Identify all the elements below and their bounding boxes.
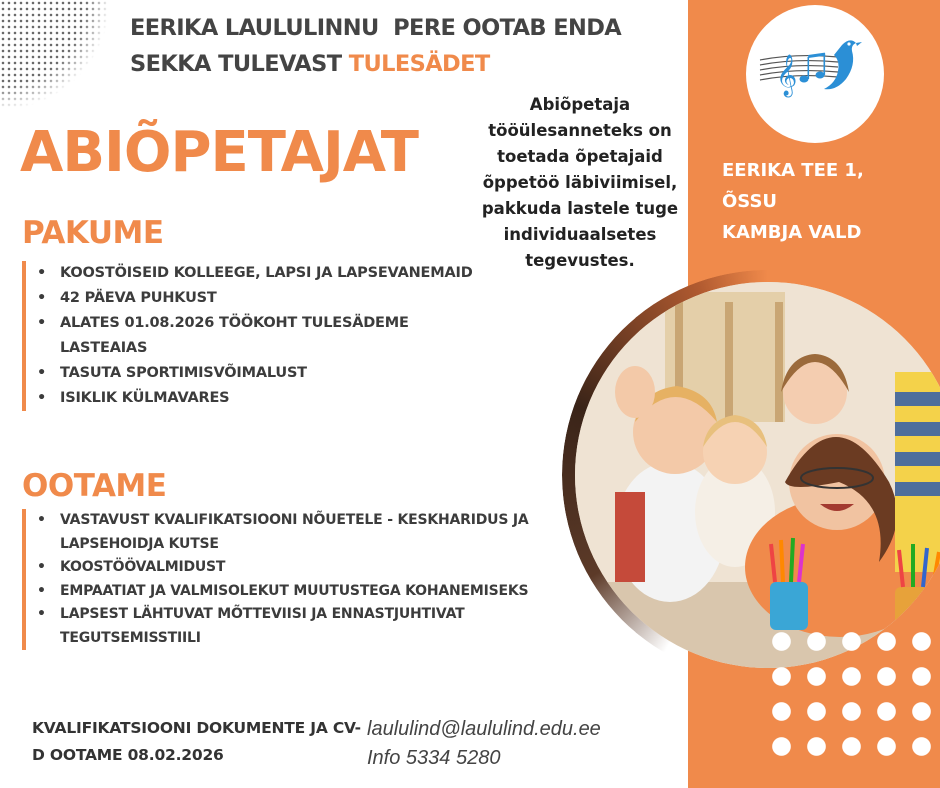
decorative-dot-pattern — [0, 0, 120, 110]
decorative-white-dots — [764, 624, 940, 764]
offer-list-item: • TASUTA SPORTIMISVÕIMALUST — [26, 361, 492, 386]
address — [722, 155, 932, 248]
expect-list-item: • VASTAVUST KVALIFIKATSIOONI NÕUETELE - KESKHARIDUS JA LAPSEHOIDJA KUTSE — [26, 509, 552, 556]
bird-with-music-staff-icon — [746, 5, 884, 143]
headline-accent-word: TULESÄDET — [348, 51, 490, 77]
headline-line-2 — [130, 46, 690, 82]
expect-list-item: • LAPSEST LÄHTUVAT MÕTTEVIISI JA ENNASTJUHTIVAT TEGUTSEMISSTIILI — [26, 603, 552, 650]
address-municipality: KAMBJA VALD — [722, 222, 862, 243]
offer-list-item: • ISIKLIK KÜLMAVARES — [26, 386, 492, 411]
expect-section-title: OOTAME — [22, 468, 167, 504]
contact-email[interactable]: laululind@laululind.edu.ee — [367, 718, 601, 740]
expect-list-item: • KOOSTÖÖVALMIDUST — [26, 556, 552, 580]
address-village: ÕSSU — [722, 191, 778, 212]
svg-text:𝄞: 𝄞 — [776, 55, 798, 96]
children-with-teacher-photo — [575, 282, 940, 668]
offer-list-item: • KOOSTÖISEID KOLLEEGE, LAPSI JA LAPSEVANEMAID — [26, 261, 492, 286]
headline-line-2-text: SEKKA TULEVAST — [130, 51, 349, 77]
headline-line-1: EERIKA LAULULINNU PERE OOTAB ENDA — [130, 15, 622, 41]
expect-list-item: • EMPAATIAT JA VALMISOLEKUT MUUTUSTEGA KOHANEMISEKS — [26, 580, 552, 604]
address-street: EERIKA TEE 1, — [722, 160, 864, 181]
kindergarten-logo — [746, 5, 884, 143]
position-title: ABIÕPETAJAT — [20, 120, 418, 185]
offer-list-item: • 42 PÄEVA PUHKUST — [26, 286, 492, 311]
expect-list — [22, 509, 552, 650]
application-deadline: KVALIFIKATSIOONI DOKUMENTE JA CV-D OOTAME 08.02.2026 — [32, 719, 361, 764]
offer-list-item: • ALATES 01.08.2026 TÖÖKOHT TULESÄDEME LASTEAIAS — [26, 311, 492, 361]
offer-section-title: PAKUME — [22, 215, 164, 251]
offer-list — [22, 261, 492, 411]
headline — [130, 10, 690, 82]
contact-info — [367, 715, 677, 773]
contact-phone[interactable]: Info 5334 5280 — [367, 747, 501, 769]
role-description: Abiõpetaja tööülesanneteks on toetada õpetajaid õppetöö läbiviimisel, pakkuda lastele tuge individuaalsetes tegevustes. — [481, 95, 679, 270]
